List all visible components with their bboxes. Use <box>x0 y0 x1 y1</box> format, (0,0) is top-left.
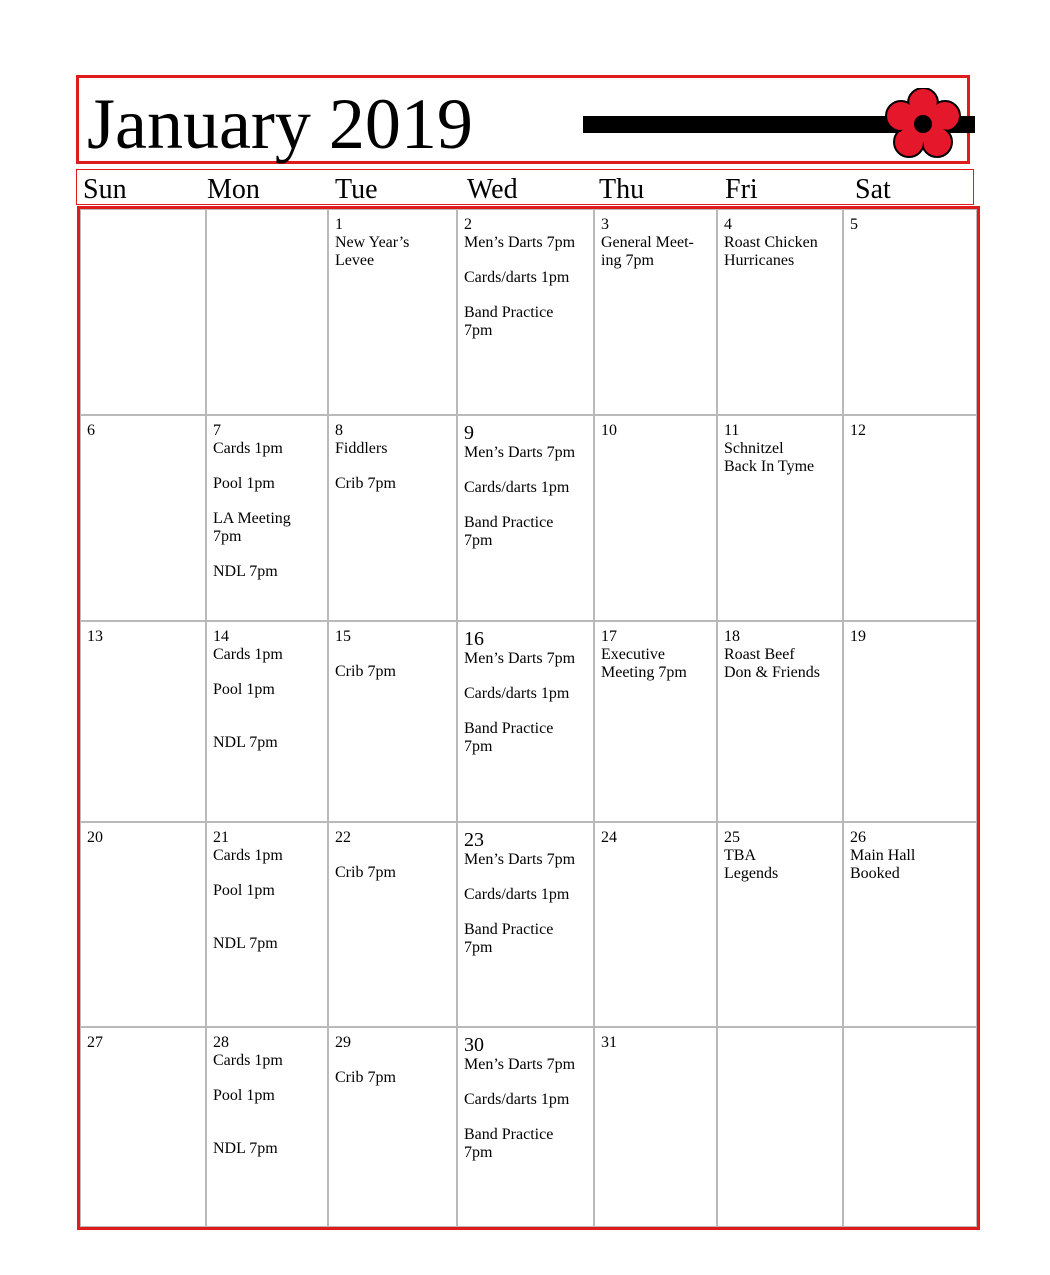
weekday-header <box>76 169 974 205</box>
day-number: 6 <box>87 422 95 439</box>
weekday-thu: Thu <box>599 174 645 205</box>
day-number: 5 <box>850 216 858 233</box>
event-text: Cards/darts 1pm <box>464 479 570 496</box>
day-cell-15 <box>328 621 457 822</box>
day-number: 7 <box>213 422 221 439</box>
event-text: Band Practice <box>464 720 554 737</box>
event-text: Pool 1pm <box>213 681 275 698</box>
event-text: NDL 7pm <box>213 935 278 952</box>
day-number: 21 <box>213 829 229 846</box>
day-cell-21 <box>206 822 328 1027</box>
day-cell-1 <box>328 209 457 415</box>
day-cell-28 <box>206 1027 328 1227</box>
day-cell-29 <box>328 1027 457 1227</box>
day-number: 18 <box>724 628 740 645</box>
day-number: 26 <box>850 829 866 846</box>
calendar-header <box>76 75 970 164</box>
day-number: 30 <box>464 1034 484 1056</box>
event-text: Men’s Darts 7pm <box>464 1056 576 1073</box>
day-cell-4 <box>717 209 843 415</box>
event-text: NDL 7pm <box>213 563 278 580</box>
day-cell-8 <box>328 415 457 621</box>
event-text: Legends <box>724 865 779 882</box>
event-text: Crib 7pm <box>335 864 396 881</box>
event-text: Cards 1pm <box>213 440 283 457</box>
weekday-fri: Fri <box>725 174 758 205</box>
event-text: Crib 7pm <box>335 1069 396 1086</box>
event-text: Men’s Darts 7pm <box>464 444 576 461</box>
day-cell-25 <box>717 822 843 1027</box>
event-text: TBA <box>724 847 756 864</box>
event-text: Men’s Darts 7pm <box>464 650 576 667</box>
month-title: January 2019 <box>87 84 473 164</box>
event-text: Cards 1pm <box>213 646 283 663</box>
day-number: 1 <box>335 216 343 233</box>
event-text: General Meet- <box>601 234 694 251</box>
day-number: 23 <box>464 829 484 851</box>
event-text: Pool 1pm <box>213 1087 275 1104</box>
event-text: Schnitzel <box>724 440 784 457</box>
event-text: Men’s Darts 7pm <box>464 234 576 251</box>
event-text: NDL 7pm <box>213 1140 278 1157</box>
event-text: Band Practice <box>464 1126 554 1143</box>
event-text: 7pm <box>464 322 493 339</box>
event-text: Band Practice <box>464 514 554 531</box>
day-number: 4 <box>724 216 732 233</box>
event-text: Booked <box>850 865 900 882</box>
event-text: Cards/darts 1pm <box>464 886 570 903</box>
event-text: Back In Tyme <box>724 458 815 475</box>
day-number: 14 <box>213 628 229 645</box>
day-number: 27 <box>87 1034 103 1051</box>
day-cell-30 <box>457 1027 594 1227</box>
day-cell-16 <box>457 621 594 822</box>
day-number: 11 <box>724 422 740 439</box>
event-text: Pool 1pm <box>213 475 275 492</box>
day-cell-10 <box>594 415 717 621</box>
event-text: Crib 7pm <box>335 475 396 492</box>
day-cell-22 <box>328 822 457 1027</box>
day-number: 19 <box>850 628 866 645</box>
event-text: Cards/darts 1pm <box>464 685 570 702</box>
day-cell-13 <box>80 621 206 822</box>
event-text: New Year’s <box>335 234 410 251</box>
day-number: 3 <box>601 216 609 233</box>
day-number: 29 <box>335 1034 351 1051</box>
day-number: 25 <box>724 829 740 846</box>
event-text: Meeting 7pm <box>601 664 687 681</box>
day-cell-23 <box>457 822 594 1027</box>
day-number: 2 <box>464 216 472 233</box>
day-cell-7 <box>206 415 328 621</box>
event-text: NDL 7pm <box>213 734 278 751</box>
empty-cell <box>843 1027 977 1227</box>
day-cell-27 <box>80 1027 206 1227</box>
day-cell-24 <box>594 822 717 1027</box>
event-text: Roast Beef <box>724 646 795 663</box>
event-text: Men’s Darts 7pm <box>464 851 576 868</box>
weekday-sat: Sat <box>855 174 891 205</box>
event-text: Fiddlers <box>335 440 388 457</box>
day-number: 10 <box>601 422 617 439</box>
poppy-icon <box>885 88 961 160</box>
day-cell-17 <box>594 621 717 822</box>
day-number: 24 <box>601 829 617 846</box>
event-text: Crib 7pm <box>335 663 396 680</box>
event-text: 7pm <box>464 1144 493 1161</box>
event-text: Cards 1pm <box>213 1052 283 1069</box>
event-text: 7pm <box>213 528 242 545</box>
day-number: 8 <box>335 422 343 439</box>
event-text: Pool 1pm <box>213 882 275 899</box>
day-cell-14 <box>206 621 328 822</box>
day-number: 12 <box>850 422 866 439</box>
event-text: Band Practice <box>464 304 554 321</box>
day-cell-5 <box>843 209 977 415</box>
event-text: Roast Chicken <box>724 234 818 251</box>
weekday-mon: Mon <box>207 174 260 205</box>
event-text: Cards/darts 1pm <box>464 269 570 286</box>
day-number: 15 <box>335 628 351 645</box>
day-number: 16 <box>464 628 484 650</box>
day-cell-9 <box>457 415 594 621</box>
event-text: 7pm <box>464 939 493 956</box>
day-number: 31 <box>601 1034 617 1051</box>
event-text: LA Meeting <box>213 510 291 527</box>
day-number: 28 <box>213 1034 229 1051</box>
event-text: Band Practice <box>464 921 554 938</box>
event-text: ing 7pm <box>601 252 654 269</box>
day-number: 17 <box>601 628 617 645</box>
weekday-wed: Wed <box>467 174 518 205</box>
day-cell-26 <box>843 822 977 1027</box>
event-text: 7pm <box>464 738 493 755</box>
event-text: Don & Friends <box>724 664 820 681</box>
day-number: 13 <box>87 628 103 645</box>
event-text: Cards 1pm <box>213 847 283 864</box>
event-text: Hurricanes <box>724 252 795 269</box>
weekday-sun: Sun <box>83 174 127 205</box>
weekday-tue: Tue <box>335 174 378 205</box>
event-text: Executive <box>601 646 665 663</box>
event-text: Levee <box>335 252 375 269</box>
day-cell-18 <box>717 621 843 822</box>
day-cell-3 <box>594 209 717 415</box>
day-cell-6 <box>80 415 206 621</box>
event-text: Cards/darts 1pm <box>464 1091 570 1108</box>
day-number: 9 <box>464 422 474 444</box>
day-number: 20 <box>87 829 103 846</box>
empty-cell <box>206 209 328 415</box>
empty-cell <box>80 209 206 415</box>
day-cell-11 <box>717 415 843 621</box>
day-cell-19 <box>843 621 977 822</box>
event-text: Main Hall <box>850 847 916 864</box>
day-number: 22 <box>335 829 351 846</box>
day-cell-2 <box>457 209 594 415</box>
empty-cell <box>717 1027 843 1227</box>
day-cell-12 <box>843 415 977 621</box>
day-cell-20 <box>80 822 206 1027</box>
event-text: 7pm <box>464 532 493 549</box>
day-cell-31 <box>594 1027 717 1227</box>
